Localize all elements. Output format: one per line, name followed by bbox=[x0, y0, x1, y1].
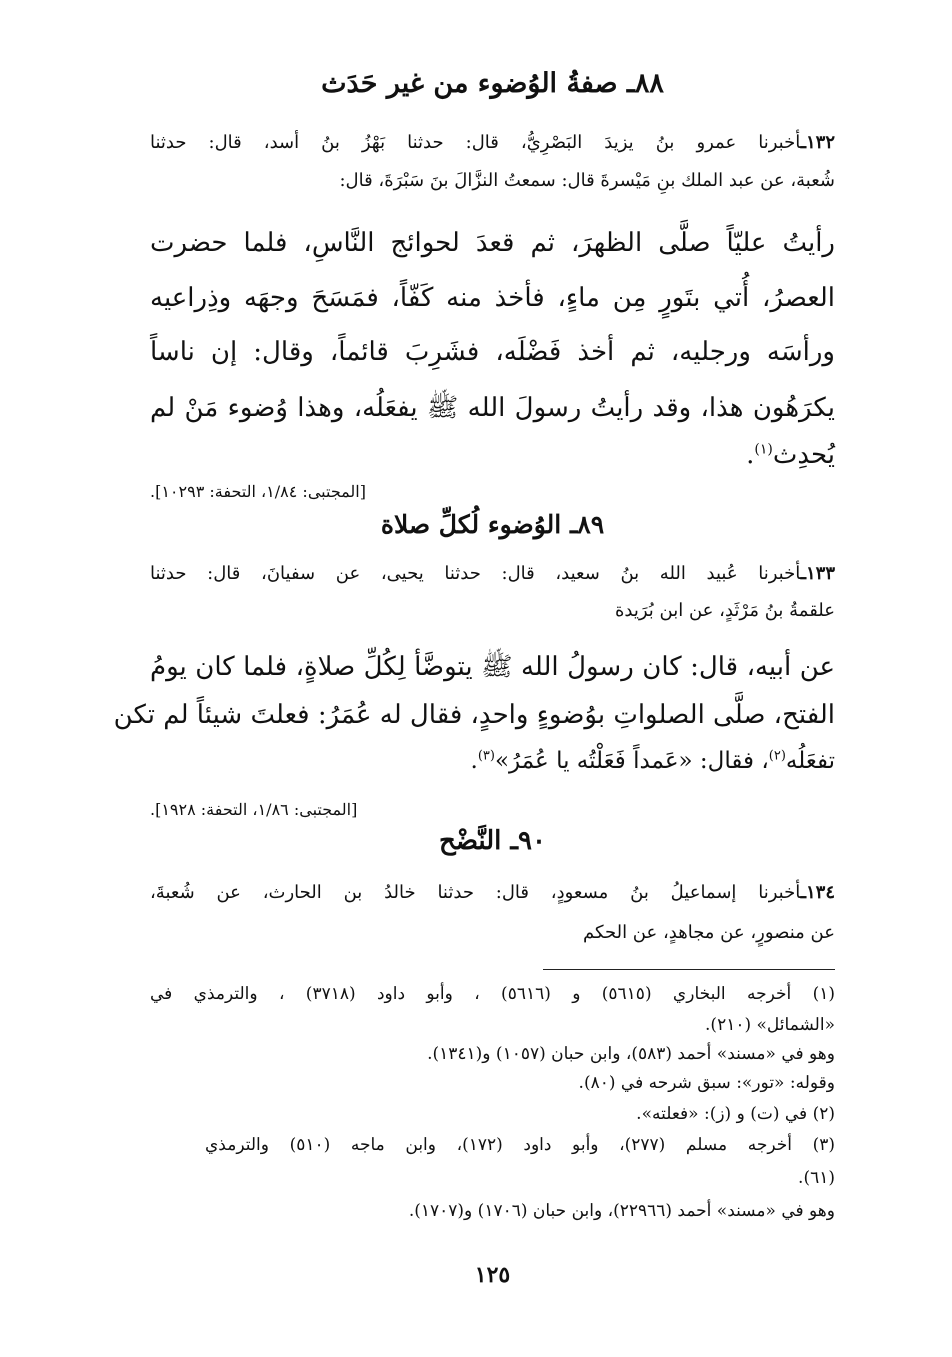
hadith-number: ١٣٤ـ bbox=[800, 882, 835, 903]
footnote-line: «الشمائل» (٢١٠). bbox=[705, 1015, 835, 1035]
hadith-134-isnad-line-2: عن منصورٍ، عن مجاهدٍ، عن الحكم bbox=[583, 922, 835, 943]
book-page bbox=[113, 0, 835, 1357]
footnote-line: وهو في «مسند» أحمد (٥٨٣)، وابن حبان (١٠٥٧) و(١٣٤١). bbox=[427, 1044, 835, 1064]
hadith-133-matn-line-3: تفعَلُه$^{(٢)}$، فقال: «عَمداً فَعَلْتُه يا عُمَرُ»$^{(٣)}$. bbox=[470, 748, 835, 774]
chapter-title: ٨٩ـ الوُضوء لُكلِّ صلاة bbox=[380, 510, 605, 539]
footnote-line: (٦١). bbox=[798, 1168, 835, 1188]
page-number: ١٢٥ bbox=[474, 1262, 511, 1288]
hadith-132-matn-line-4: يكرَهُون هذا، وقد رأيتُ رسولَ الله ﷺ يفعَلُه، وهذا وُضوء مَنْ لم bbox=[150, 393, 835, 423]
hadith-133-matn-line-2: الفتح، صلَّى الصلواتِ بوُضوءٍ واحدٍ، فقال له عُمَرُ: فعلتَ شيئاً لم تكن bbox=[113, 700, 835, 730]
hadith-132-reference: [المجتبى: ١/٨٤، التحفة: ١٠٢٩٣]. bbox=[150, 482, 366, 501]
footnote-line: وهو في «مسند» أحمد (٢٢٩٦٦)، وابن حبان (١٧٠٦) و(١٧٠٧). bbox=[408, 1201, 835, 1221]
chapter-title: ٨٨ـ صفةُ الوُضوء من غير حَدَث bbox=[321, 68, 664, 99]
hadith-133-isnad-line-2: علقمةُ بنُ مَرْثَدٍ، عن ابن بُرَيدة bbox=[614, 600, 835, 621]
hadith-133-matn-line-1: عن أبيه، قال: كان رسولُ الله ﷺ يتوضَّأ لِكُلِّ صلاةٍ، فلما كان يومُ bbox=[150, 652, 835, 682]
footnote-line: (٣) أخرجه مسلم (٢٧٧)، وأبو داود (١٧٢)، وابن ماجه (٥١٠) والترمذي bbox=[205, 1135, 835, 1155]
hadith-132-matn-line-5: يُحدِث$^{(١)}$. bbox=[746, 440, 835, 470]
footnote-line: (١) أخرجه البخاري (٥٦١٥) و (٥٦١٦) ، وأبو داود (٣٧١٨) ، والترمذي في bbox=[150, 984, 835, 1004]
hadith-133-isnad-line-1: ١٣٣ـأخبرنا عُبيد الله بنُ سعيد، قال: حدثنا يحيى، عن سفيانَ، قال: حدثنا bbox=[150, 563, 835, 584]
hadith-number: ١٣٣ـ bbox=[800, 563, 835, 584]
hadith-132-matn-line-1: رأيتُ عليّاً صلَّى الظهرَ، ثم قعدَ لحوائج النَّاسِ، فلما حضرت bbox=[150, 228, 835, 258]
hadith-134-isnad-line-1: ١٣٤ـأخبرنا إسماعيلُ بنُ مسعودٍ، قال: حدثنا خالدُ بن الحارث، عن شُعبةَ، bbox=[150, 882, 835, 903]
hadith-132-matn-line-2: العصرُ، أُتي بتَورٍ مِن ماءٍ، فأخذ منه كَفّاً، فمَسَحَ وجهَه وذِراعيه bbox=[150, 283, 835, 313]
footnote-separator bbox=[543, 969, 835, 970]
hadith-number: ١٣٢ـ bbox=[800, 132, 835, 153]
chapter-title: ٩٠ـ النَّضْح bbox=[439, 826, 546, 856]
footnote-marker: (٢) bbox=[768, 748, 786, 764]
hadith-132-isnad-line-1: ١٣٢ـأخبرنا عمرو بنُ يزيدَ البَصْرِيُّ، قال: حدثنا بَهْزُ بنُ أسد، قال: حدثنا bbox=[150, 132, 835, 153]
hadith-133-reference: [المجتبى: ١/٨٦، التحفة: ١٩٢٨]. bbox=[150, 800, 358, 819]
footnote-marker: (١) bbox=[754, 441, 773, 458]
hadith-132-isnad-line-2: شُعبة، عن عبد الملك بنِ مَيْسرةَ قال: سمعتُ النزَّالَ بنَ سَبْرَةَ، قال: bbox=[339, 170, 835, 191]
footnote-line: (٢) في (ت) و (ز): «فعلته». bbox=[636, 1104, 835, 1124]
footnote-marker: (٣) bbox=[477, 748, 495, 764]
footnote-line: وقوله: «تور»: سبق شرحه في (٨٠). bbox=[578, 1073, 835, 1093]
hadith-132-matn-line-3: ورأسَه ورجليه، ثم أخذ فَضْلَه، فشَرِبَ قائماً، وقال: إن ناساً bbox=[150, 337, 835, 367]
